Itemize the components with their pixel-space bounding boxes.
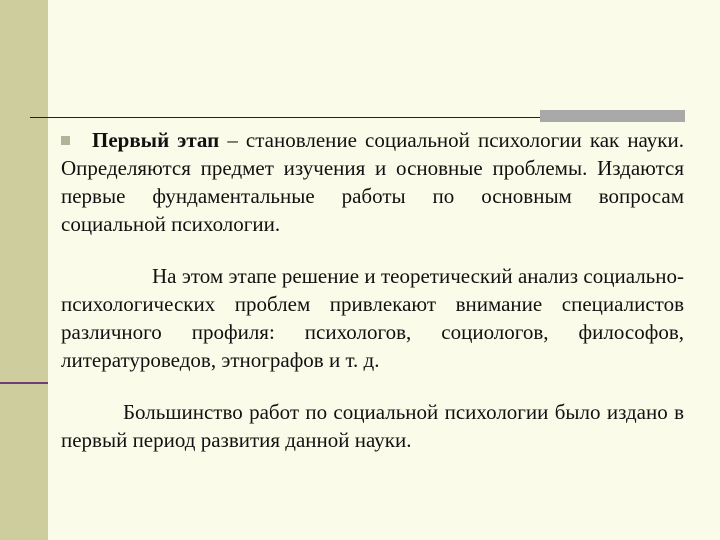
sidebar-accent-line [0,382,48,384]
specialists-text: На этом этапе решение и теоретический анализ социально-психологических проблем привлекают внимание специалистов различного профиля: психологов, социологов, философов, литературоведов, этнографов и т. д. [61,264,684,372]
first-stage-text: – становление социальной психологии как науки. Определяются предмет изучения и основные проблемы. Издаются первые фундаментальные работы по основным вопросам социальной психологии. [61,128,684,236]
square-bullet-icon [61,136,70,145]
corner-decoration [540,110,685,122]
paragraph-works [61,398,684,454]
first-stage-heading: Первый этап [92,128,220,152]
paragraph-first-stage [61,126,684,238]
slide-body [61,126,684,454]
left-sidebar [0,0,48,540]
paragraph-specialists [61,262,684,374]
works-text: Большинство работ по социальной психологии было издано в первый период развития данной науки. [61,400,684,452]
